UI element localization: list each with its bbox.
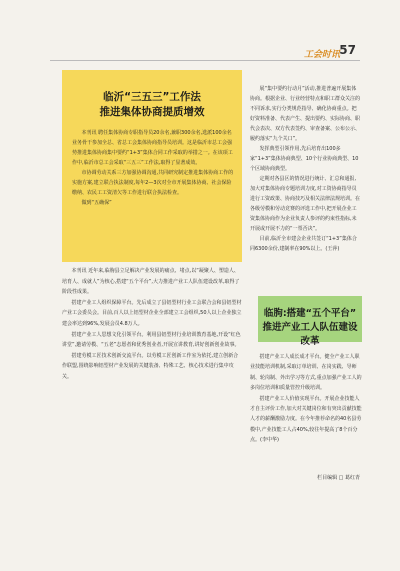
article1-paragraph: 发挥典型引领作用,先后培育出100多家“1+3”集体协商典型、10个行业协商典型、10个区域协商典型。 xyxy=(250,146,359,172)
article1-continued xyxy=(250,84,360,254)
article2-continued xyxy=(250,352,362,446)
column-editor: 栏目编辑 □ 葛红青 xyxy=(317,475,360,481)
article1-title-line2: 推进集体协商提质增效 xyxy=(99,106,205,118)
article1-paragraph: 市协调劳动关系三方加强协调沟通,共同研究制定推进集体协商工作的实施方案,建立联合执法制度,每年2—3次对全市开展集体协商、社会保险缴纳、农民工工资清欠等工作进行联合执法检查。 xyxy=(72,170,234,196)
article2-title-line1: 临朐:搭建“五个平台” xyxy=(263,308,357,319)
section-brand: 工会时讯 xyxy=(303,50,340,60)
article2-paragraph: 搭建劳模工匠技术创新交流平台。以劳模工匠创新工作室为依托,建立创新合作联盟,围绕影响铝型材产业发展的关键装备、特殊工艺、核心技术进行集中攻关。 xyxy=(62,352,239,380)
article1-title-line1: 临沂“三五三”工作法 xyxy=(103,91,201,103)
article1-paragraph: 展“集中要约行动月”活动,推进普遍开展集体协商。根据企业、行业经营特点和职工群众关注的不同诉求,实行分类规范指导、确化协商重点。把好资料准备、代表产生、提出要约、实际协商、职代会表决、双方代表签约、审查备案、公布公示、履约落实“九个关口”。 xyxy=(250,86,361,142)
article2-title-line2: 推进产业工人队伍建设改革 xyxy=(262,322,358,347)
article1-paragraph: 本刊讯 聘任集体协商专职指导员20余名,兼职300余名,选派100余名业务骨干参加全总、省总工会集体协商指导员培训。这是临沂市总工会强势推进集体协商集中要约“1+3”集体合同工作采取的举措之一。在该项工作中,临沂市总工会采取“三五三”工作法,取得了显著成效。 xyxy=(72,130,233,166)
article2-paragraph: 搭建产业工人组织保障平台。先后成立了县铝型材行业工会联合会和县铝型材产业工会委员会。目前,百人以上铝型材企业全部建立工会组织,50人以上企业独立建会率达到96%,发展会员4.8万人。 xyxy=(62,299,242,327)
article2-title-box xyxy=(258,296,362,347)
article2-paragraph: 搭建产业工人价值实现平台。开展企业技能人才自主评价工作,加大对关键岗位和有突出贡献技能人才的薪酬激励力度。在今年推荐命名的40名县劳模中,产业技能工人占40%,较往年提高了8个百分点。(李中华) xyxy=(250,395,362,444)
article1-body xyxy=(72,128,234,208)
article2-paragraph: 搭建产业工人成长成才平台。健全产业工人职业技能培训机制,采取订单培训、在岗实践、导师制、轮岗制、外出学习等方式,重点加强产业工人的多岗位培训和质量管控升级培训。 xyxy=(250,354,362,392)
article2-paragraph: 本刊讯 近年来,临朐县立足解决产业发展的痛点、堵点,以“凝聚人、塑造人、培育人、成就人”为核心,搭建“五个平台”,大力推进产业工人队伍建设改革,取得了阶段性成果。 xyxy=(62,268,240,296)
article2-body xyxy=(62,266,242,383)
article1-paragraph: 定期对各县区的情况进行统计、汇总和通报,加大对集体协商专题培训力度,对工资协商指导员进行工资政策、协商技巧及相关法律法规培训。在各级劳模和劳动竞赛的评选工作中,把开展企业工资集体协商作为企业负责人参评的约束性指标,未开展或开展不力的“一票否决”。 xyxy=(250,176,361,232)
article2-paragraph: 搭建产业工人思想文化引领平台。利用县铝型材行业培训教育基地,开设“红色讲堂”,邀请劳模、“五老”志愿者和优秀创业者,开展宣讲教育,讲好创新创业故事。 xyxy=(62,331,241,349)
page-number: 57 xyxy=(339,43,356,57)
article1-box xyxy=(62,70,242,262)
article2-title xyxy=(258,296,362,349)
article1-paragraph: 做到“五确保” xyxy=(81,200,112,206)
article1-paragraph: 目前,临沂全市建会企业共签订“1+3”集体合同6300余份,建制率在90%以上。(王萍) xyxy=(250,236,357,252)
header-rule xyxy=(50,60,360,61)
article1-title xyxy=(62,70,242,120)
